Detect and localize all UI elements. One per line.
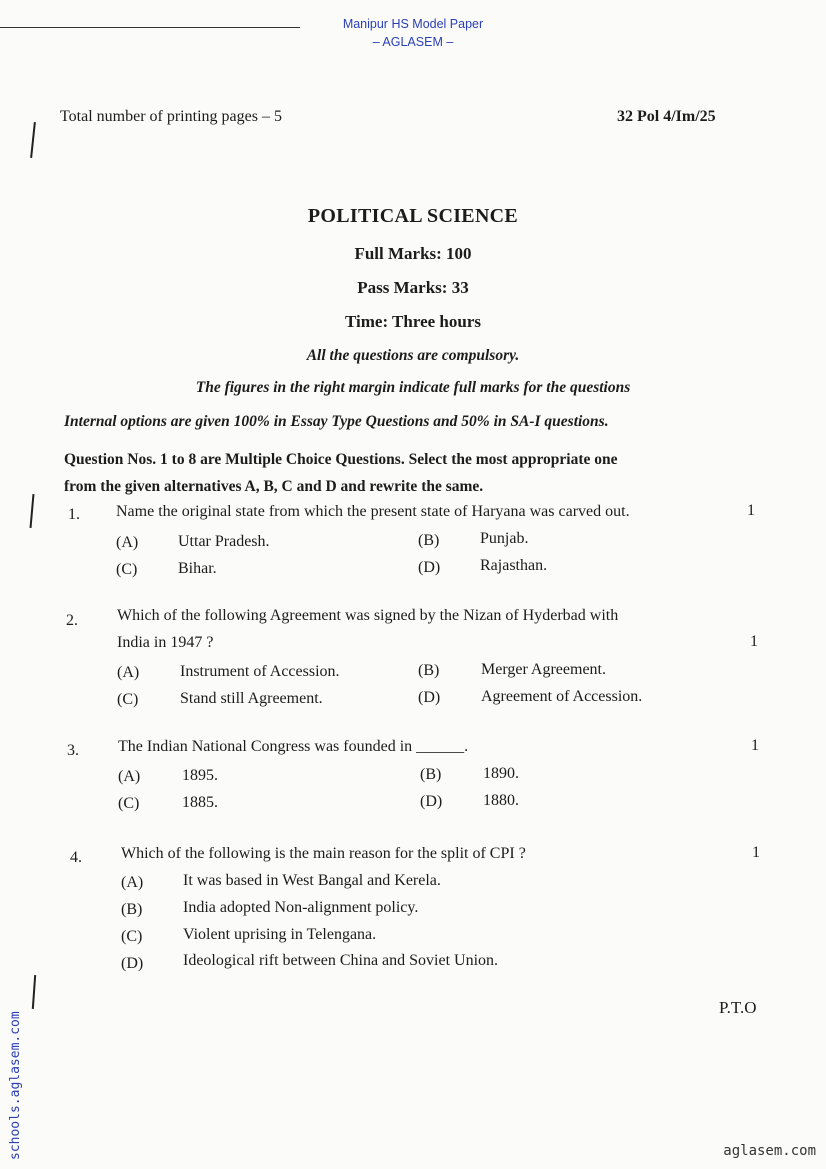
option-label: (C): [118, 795, 140, 812]
option-label: (C): [121, 928, 143, 945]
option-text: 1890.: [483, 765, 519, 782]
margin-mark: [30, 494, 35, 528]
option-label: (C): [116, 561, 138, 578]
option-text: 1895.: [182, 767, 218, 784]
option-text: Ideological rift between China and Soviet Union.: [183, 952, 499, 969]
side-watermark: schools.aglasem.com: [8, 1011, 23, 1160]
option-text: Uttar Pradesh.: [178, 533, 270, 550]
mcq-instruction-line: Question Nos. 1 to 8 are Multiple Choice Questions. Select the most appropriate one: [64, 451, 618, 468]
option-text: India adopted Non-alignment policy.: [183, 899, 419, 916]
option-text: It was based in West Bangal and Kerela.: [183, 872, 441, 889]
option-text: Stand still Agreement.: [180, 690, 323, 707]
question-text: India in 1947 ?: [117, 634, 214, 651]
instruction-options: Internal options are given 100% in Essay Type Questions and 50% in SA-I questions.: [64, 413, 609, 430]
instruction-compulsory: All the questions are compulsory.: [306, 347, 520, 364]
question-marks: 1: [752, 844, 760, 861]
option-label: (C): [117, 691, 139, 708]
option-label: (D): [420, 793, 443, 810]
pass-marks: Pass Marks: 33: [357, 278, 469, 297]
question-text: Which of the following Agreement was signed by the Nizan of Hyderbad with: [117, 607, 619, 624]
option-label: (D): [418, 559, 441, 576]
option-label: (A): [116, 534, 139, 551]
question-marks: 1: [751, 737, 759, 754]
watermark-title: Manipur HS Model Paper: [342, 17, 484, 31]
margin-mark: [32, 975, 36, 1009]
question-number: 3.: [67, 742, 79, 759]
question-marks: 1: [750, 633, 758, 650]
question-marks: 1: [747, 502, 755, 519]
option-label: (B): [420, 766, 442, 783]
question-blank: ______.: [416, 738, 469, 755]
option-label: (A): [121, 874, 144, 891]
option-label: (D): [121, 955, 144, 972]
printing-pages-note: Total number of printing pages – 5: [60, 108, 282, 125]
question-number: 4.: [70, 849, 82, 866]
question-text: Which of the following is the main reason for the split of CPI ?: [121, 845, 526, 862]
full-marks: Full Marks: 100: [354, 244, 472, 263]
footer-watermark: aglasem.com: [723, 1143, 816, 1159]
option-label: (B): [418, 662, 440, 679]
option-text: Rajasthan.: [480, 557, 548, 574]
mcq-instruction-line: from the given alternatives A, B, C and D and rewrite the same.: [64, 478, 484, 495]
time-allowed: Time: Three hours: [344, 312, 481, 331]
option-text: Agreement of Accession.: [481, 688, 643, 705]
instruction-marks: The figures in the right margin indicate full marks for the questions: [195, 379, 631, 396]
paper-code: 32 Pol 4/Im/25: [617, 108, 716, 125]
pto-note: P.T.O: [719, 998, 757, 1017]
question-number: 2.: [66, 612, 78, 629]
option-label: (B): [418, 532, 440, 549]
question-text: [118, 738, 468, 756]
option-text: Bihar.: [178, 560, 217, 577]
watermark-subtitle: – AGLASEM –: [372, 35, 454, 49]
option-text: Merger Agreement.: [481, 661, 606, 678]
option-label: (A): [117, 664, 140, 681]
top-rule: [0, 27, 300, 28]
question-number: 1.: [68, 506, 80, 523]
option-text: 1885.: [182, 794, 218, 811]
option-label: (D): [418, 689, 441, 706]
question-text: Name the original state from which the present state of Haryana was carved out.: [116, 503, 630, 520]
option-text: 1880.: [483, 792, 519, 809]
option-text: Punjab.: [480, 530, 529, 547]
option-text: Violent uprising in Telengana.: [183, 926, 377, 943]
mcq-instruction: [64, 446, 764, 500]
option-text: Instrument of Accession.: [180, 663, 340, 680]
margin-mark: [30, 122, 36, 158]
option-label: (A): [118, 768, 141, 785]
option-label: (B): [121, 901, 143, 918]
paper-title: POLITICAL SCIENCE: [307, 205, 519, 227]
question-text-main: The Indian National Congress was founded in: [118, 738, 413, 755]
